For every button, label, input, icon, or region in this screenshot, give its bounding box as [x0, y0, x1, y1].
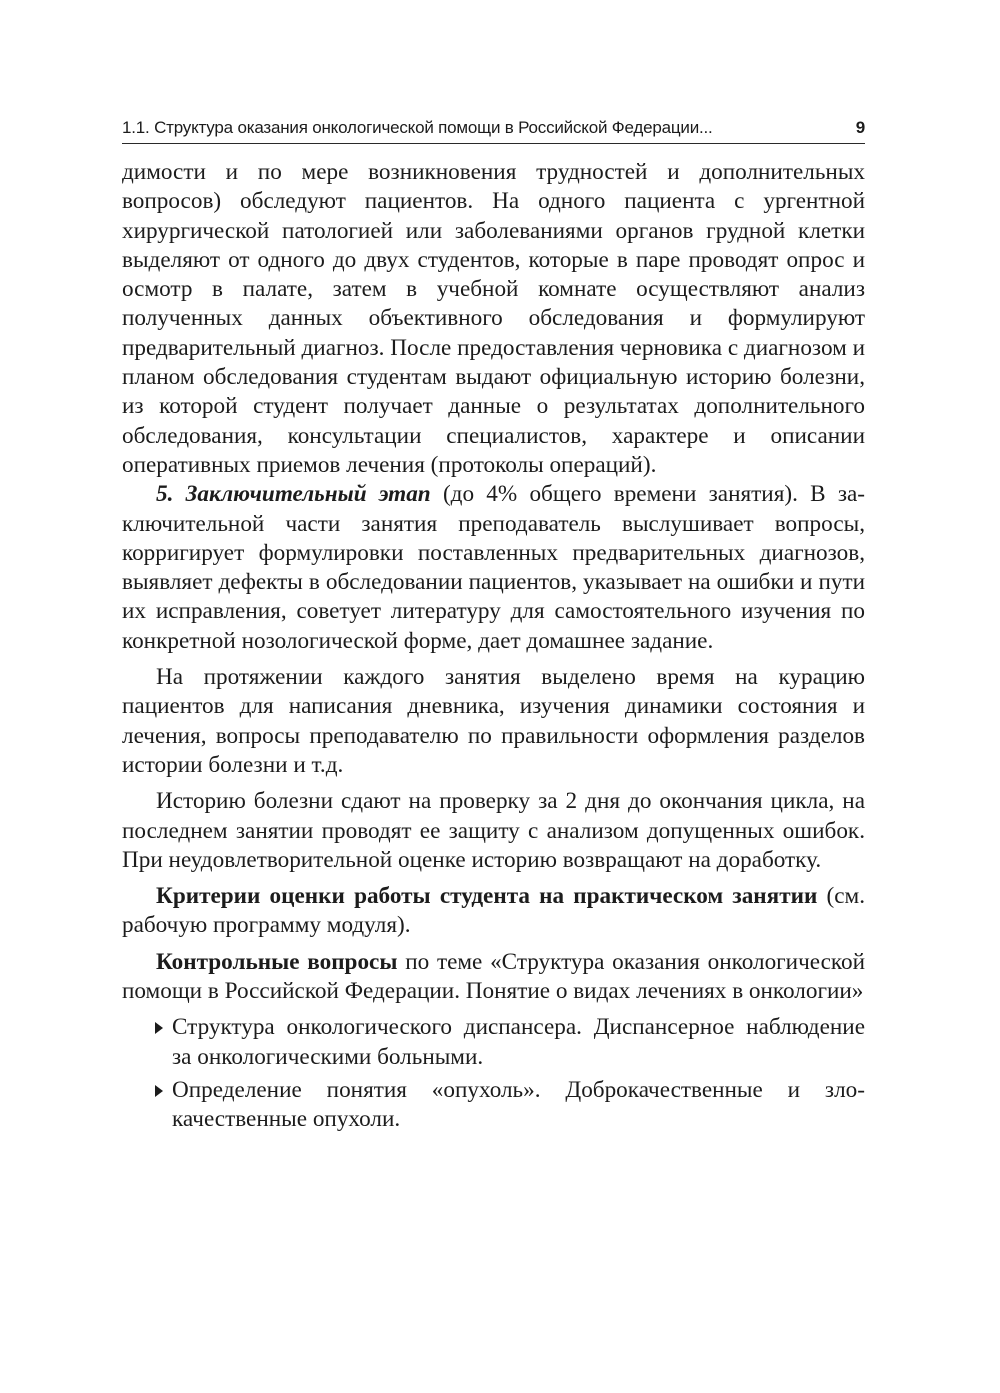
final-stage-text: (до 4% общего времени занятия). В заключительной части занятия преподаватель выслушивает вопросы, корригирует формулировки поставленных предварительных диагнозов, выявляет дефекты в обследовании пациентов, указывает на ошибки и пути их исправления, советует литературу для самостоятельного изучения по конкретной нозологической форме, дает домашнее задание.	[122, 481, 866, 654]
control-questions-heading: Контрольные вопросы	[156, 948, 398, 975]
document-page	[122, 113, 865, 1139]
paragraph-case-history: Историю болезни сдают на проверку за 2 дня до окончания цикла, на последнем занятии проводят ее защиту с анализом допущенных ошибок. При неудовлетворительной оценке историю возвращают на доработку.	[122, 788, 865, 873]
final-stage-heading: 5. Заключительный этап	[156, 481, 431, 508]
list-item	[122, 1076, 865, 1135]
criteria-text: (см. рабочую программу модуля).	[122, 883, 865, 939]
paragraph-continuation: димости и по мере возникновения трудностей и дополнительных вопросов) обследуют пациентов. На одного пациента с ургентной хирургической патологией или заболеваниями органов грудной клетки выделяют от одного до двух студентов, которые в паре проводят опрос и осмотр в палате, затем в учебной комнате осуществляют анализ полученных данных объективного обследования и формулируют предварительный диагноз. После предоставления черновика с диагнозом и планом обследования студентам выдают официальную историю болезни, из которой студент получает данные о результатах дополнительного обследования, консультации специалистов, характере и описании оперативных приемов лечения (протоколы операций).	[122, 159, 865, 478]
criteria-heading: Критерии оценки работы студента на практическом занятии	[156, 883, 818, 910]
list-item	[122, 1013, 865, 1072]
body-text	[122, 158, 865, 1135]
page-number: 9	[855, 118, 865, 137]
paragraph-curation: На протяжении каждого занятия выделено время на курацию пациентов для написания дневника, изучения динамики состояния и лечения, вопросы преподавателю по правильности оформления разделов истории болезни и т.д.	[122, 664, 865, 778]
bullet-arrow-icon	[155, 1085, 163, 1097]
bullet-arrow-icon	[155, 1022, 163, 1034]
questions-list	[122, 1013, 865, 1134]
paragraph-final-stage	[122, 480, 865, 656]
running-header	[122, 113, 865, 144]
list-item-text: Структура онкологического диспансера. Диспансерное наблюдение за онкологическими больными.	[172, 1014, 865, 1070]
paragraph-control-questions	[122, 948, 865, 1007]
control-questions-text: по теме «Структура оказания онкологической помощи в Российской Федерации. Понятие о видах лечениях в онкологии»	[122, 948, 865, 1005]
running-header-title: 1.1. Структура оказания онкологической помощи в Российской Федерации...	[122, 118, 713, 137]
paragraph-criteria	[122, 882, 865, 941]
list-item-text: Определение понятия «опухоль». Доброкачественные и злокачественные опухоли.	[172, 1076, 865, 1133]
